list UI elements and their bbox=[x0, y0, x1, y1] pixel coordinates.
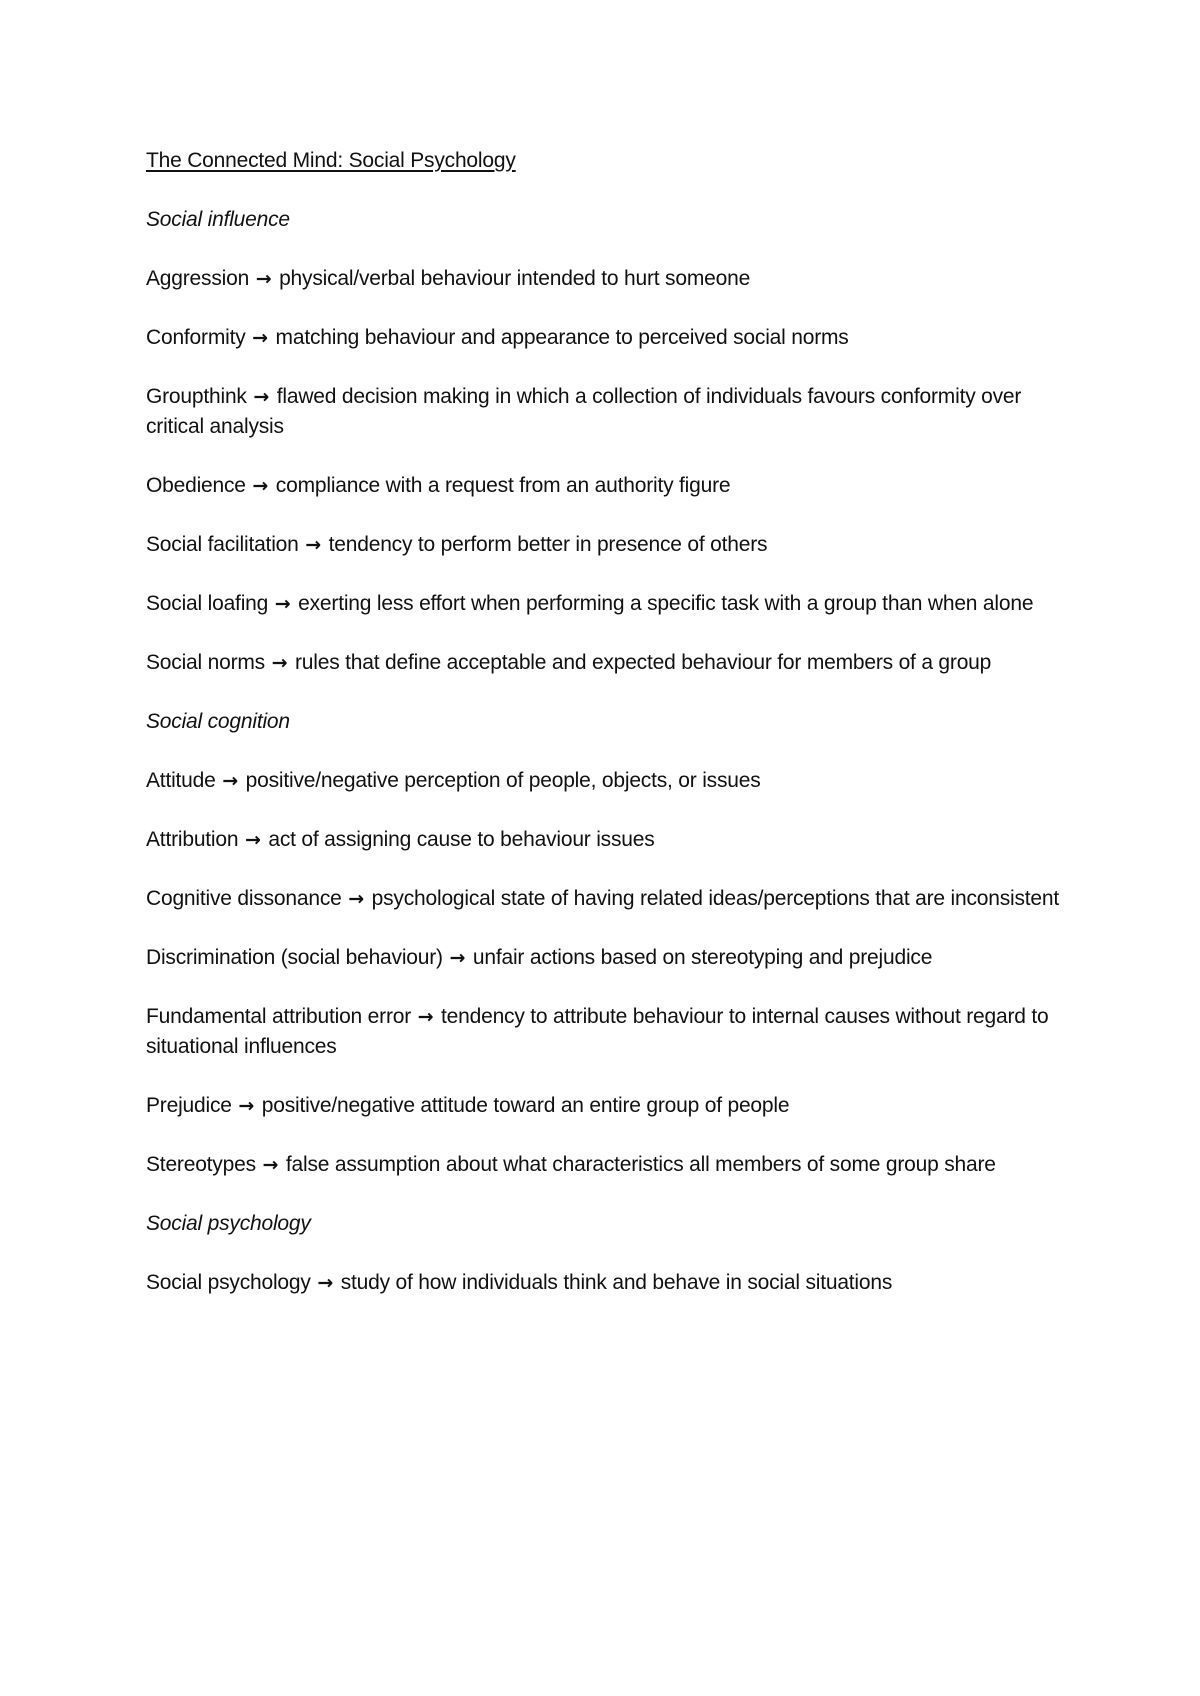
entry-term: Groupthink bbox=[146, 385, 247, 408]
entry-term: Conformity bbox=[146, 326, 246, 349]
glossary-entry bbox=[146, 825, 1076, 855]
section-social-influence bbox=[146, 205, 1076, 678]
document-body bbox=[146, 146, 1076, 1327]
glossary-entry bbox=[146, 589, 1076, 619]
section-heading: Social influence bbox=[146, 208, 290, 231]
entry-definition: study of how individuals think and behave in social situations bbox=[340, 1271, 893, 1294]
arrow-icon: → bbox=[238, 1095, 255, 1117]
entry-definition: unfair actions based on stereotyping and prejudice bbox=[472, 946, 933, 969]
arrow-icon: → bbox=[222, 770, 238, 792]
arrow-icon: → bbox=[252, 475, 269, 497]
arrow-icon: → bbox=[253, 386, 270, 408]
glossary-entry bbox=[146, 943, 1076, 973]
entry-term: Attitude bbox=[146, 769, 216, 792]
entry-definition: physical/verbal behaviour intended to hurt someone bbox=[279, 267, 751, 290]
entry-definition: compliance with a request from an authority figure bbox=[275, 474, 731, 497]
glossary-entry bbox=[146, 530, 1076, 560]
entry-term: Cognitive dissonance bbox=[146, 887, 342, 910]
entry-term: Attribution bbox=[146, 828, 239, 851]
entry-term: Discrimination (social behaviour) bbox=[146, 946, 443, 969]
section-heading: Social cognition bbox=[146, 710, 290, 733]
entry-term: Fundamental attribution error bbox=[146, 1005, 412, 1028]
glossary-entry bbox=[146, 323, 1076, 353]
entry-definition: act of assigning cause to behaviour issues bbox=[268, 828, 655, 851]
entry-definition: rules that define acceptable and expected behaviour for members of a group bbox=[295, 651, 992, 674]
arrow-icon: → bbox=[262, 1154, 279, 1176]
entry-definition: positive/negative perception of people, objects, or issues bbox=[245, 769, 761, 792]
arrow-icon: → bbox=[245, 829, 261, 851]
glossary-entry bbox=[146, 1150, 1076, 1180]
section-social-psychology bbox=[146, 1209, 1076, 1298]
entry-term: Obedience bbox=[146, 474, 246, 497]
entry-term: Social norms bbox=[146, 651, 265, 674]
entry-definition: tendency to perform better in presence of others bbox=[328, 533, 768, 556]
entry-term: Social facilitation bbox=[146, 533, 299, 556]
entry-definition: positive/negative attitude toward an entire group of people bbox=[261, 1094, 790, 1117]
entry-term: Prejudice bbox=[146, 1094, 232, 1117]
glossary-entry bbox=[146, 884, 1076, 914]
entry-definition: flawed decision making in which a collection of individuals favours conformity over critical analysis bbox=[146, 385, 1022, 438]
section-heading: Social psychology bbox=[146, 1212, 311, 1235]
glossary-entry bbox=[146, 766, 1076, 796]
arrow-icon: → bbox=[274, 593, 291, 615]
entry-definition: false assumption about what characteristics all members of some group share bbox=[285, 1153, 996, 1176]
entry-term: Social loafing bbox=[146, 592, 269, 615]
entry-definition: tendency to attribute behaviour to internal causes without regard to situational influences bbox=[146, 1005, 1049, 1058]
arrow-icon: → bbox=[317, 1272, 334, 1294]
section-social-cognition bbox=[146, 707, 1076, 1180]
entry-term: Aggression bbox=[146, 267, 250, 290]
entry-term: Stereotypes bbox=[146, 1153, 256, 1176]
entry-definition: matching behaviour and appearance to perceived social norms bbox=[275, 326, 849, 349]
arrow-icon: → bbox=[252, 327, 268, 349]
arrow-icon: → bbox=[255, 268, 272, 290]
glossary-entry bbox=[146, 1002, 1076, 1062]
entry-term: Social psychology bbox=[146, 1271, 311, 1294]
arrow-icon: → bbox=[348, 888, 364, 910]
entry-definition: exerting less effort when performing a specific task with a group than when alone bbox=[298, 592, 1034, 615]
glossary-entry bbox=[146, 1091, 1076, 1121]
arrow-icon: → bbox=[417, 1006, 434, 1028]
glossary-entry bbox=[146, 1268, 1076, 1298]
arrow-icon: → bbox=[305, 534, 321, 556]
glossary-entry bbox=[146, 471, 1076, 501]
document-title: The Connected Mind: Social Psychology bbox=[146, 149, 516, 172]
arrow-icon: → bbox=[271, 652, 288, 674]
glossary-entry bbox=[146, 648, 1076, 678]
glossary-entry bbox=[146, 264, 1076, 294]
glossary-entry bbox=[146, 382, 1076, 442]
arrow-icon: → bbox=[449, 947, 466, 969]
entry-definition: psychological state of having related ideas/perceptions that are inconsistent bbox=[371, 887, 1060, 910]
